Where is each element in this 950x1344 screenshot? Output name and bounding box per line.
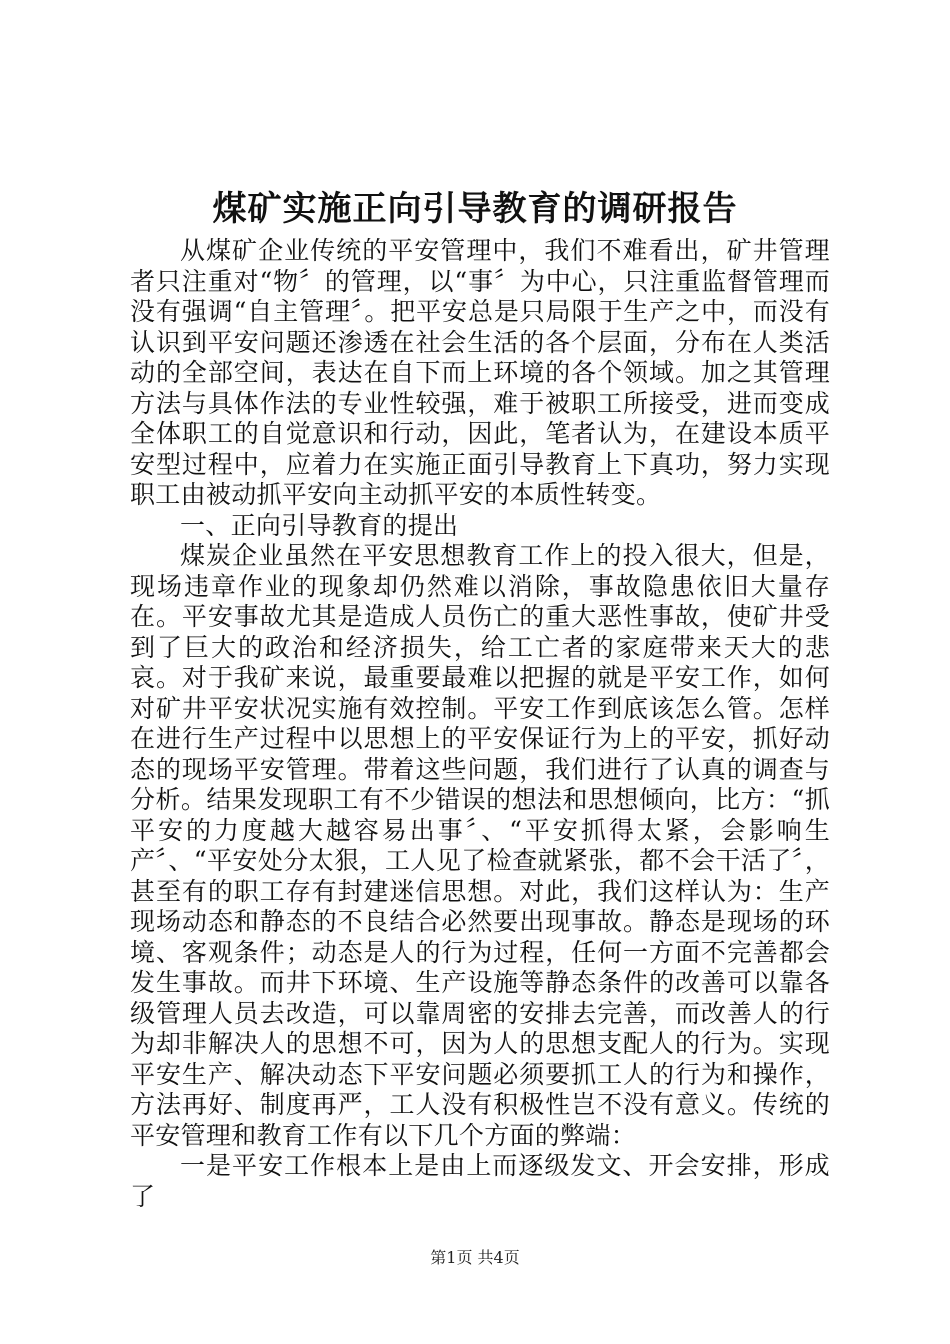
document-body [130, 236, 830, 1212]
section-heading: 一、正向引导教育的提出 [180, 510, 459, 540]
document-title: 煤矿实施正向引导教育的调研报告 [212, 189, 738, 229]
body-paragraph-continued: 一是平安工作根本上是由上而逐级发文、开会安排，形成了 [130, 1151, 830, 1211]
body-paragraph: 煤炭企业虽然在平安思想教育工作上的投入很大，但是，现场违章作业的现象却仍然难以消除，事故隐患依旧大量存在。平安事故尤其是造成人员伤亡的重大恶性事故，使矿井受到了巨大的政治和经济损失，给工亡者的家庭带来天大的悲哀。对于我矿来说，最重要最难以把握的就是平安工作，如何对矿井平安状况实施有效控制。平安工作到底该怎么管。怎样在进行生产过程中以思想上的平安保证行为上的平安，抓好动态的现场平安管理。带着这些问题，我们进行了认真的调查与分析。结果发现职工有不少错误的想法和思想倾向，比方：“抓平安的力度越大越容易出事〞、“平安抓得太紧，会影响生产〞、“平安处分太狠，工人见了检查就紧张，都不会干活了〞，甚至有的职工存有封建迷信思想。对此，我们这样认为：生产现场动态和静态的不良结合必然要出现事故。静态是现场的环境、客观条件；动态是人的行为过程，任何一方面不完善都会发生事故。而井下环境、生产设施等静态条件的改善可以靠各级管理人员去改造，可以靠周密的安排去完善，而改善人的行为却非解决人的思想不可，因为人的思想支配人的行为。实现平安生产、解决动态下平安问题必须要抓工人的行为和操作，方法再好、制度再严，工人没有积极性岂不没有意义。传统的平安管理和教育工作有以下几个方面的弊端： [130, 541, 830, 1150]
page-footer: 第1页 共4页 [430, 1248, 520, 1267]
intro-paragraph: 从煤矿企业传统的平安管理中，我们不难看出，矿井管理者只注重对“物〞的管理，以“事〞为中心，只注重监督管理而没有强调“自主管理〞。把平安总是只局限于生产之中，而没有认识到平安问题还渗透在社会生活的各个层面，分布在人类活动的全部空间，表达在自下而上环境的各个领域。加之其管理方法与具体作法的专业性较强，难于被职工所接受，进而变成全体职工的自觉意识和行动，因此，笔者认为，在建设本质平安型过程中，应着力在实施正面引导教育上下真功，努力实现职工由被动抓平安向主动抓平安的本质性转变。 [130, 236, 830, 509]
